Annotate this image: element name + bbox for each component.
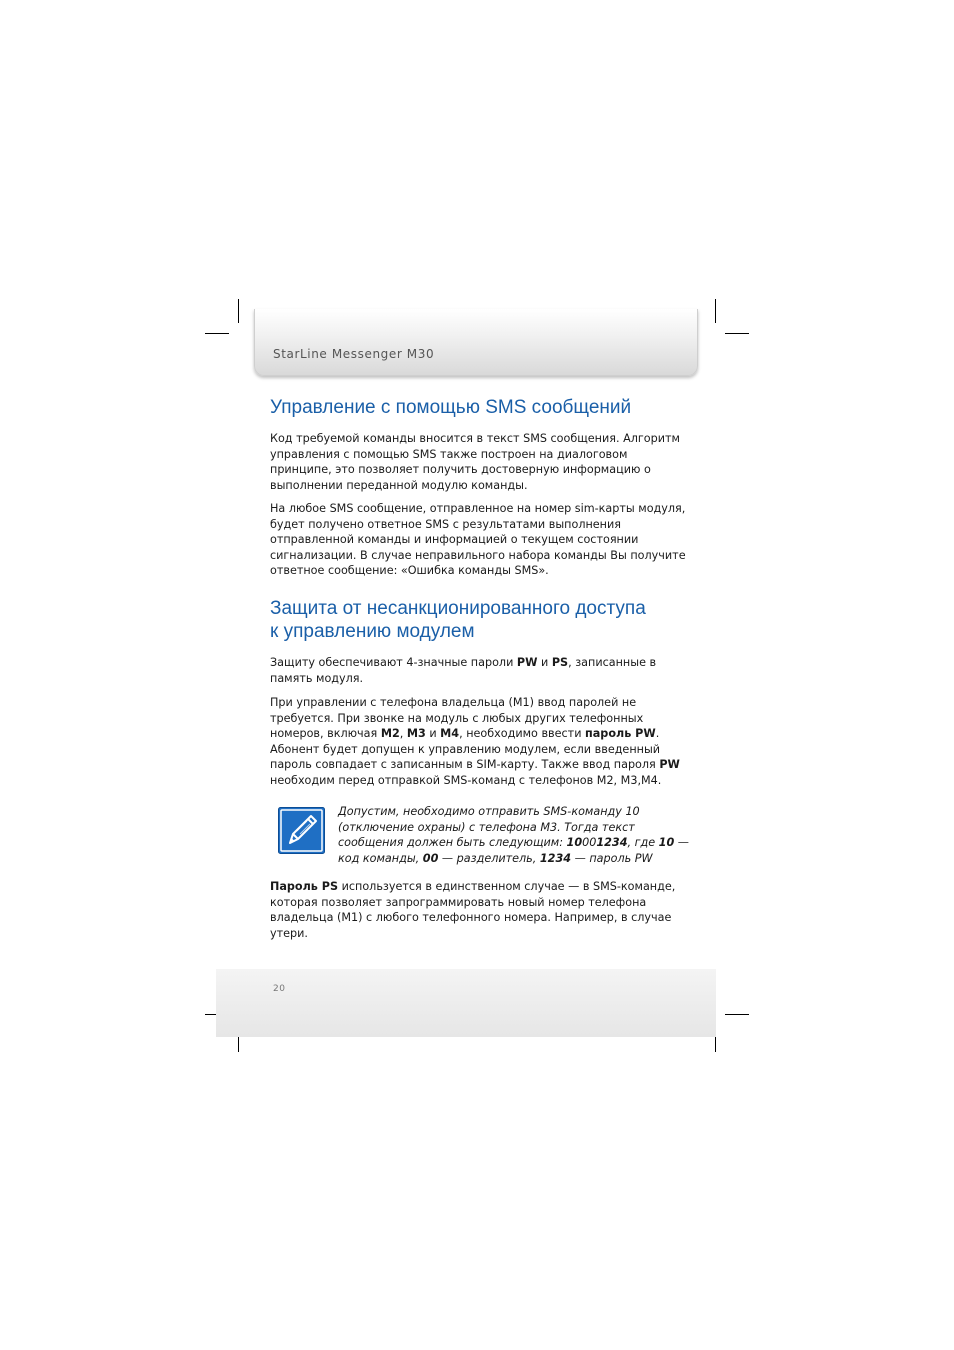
paragraph-text: При управлении с телефона владельца (М1) ввод паролей не требуется. При звонке на модуль с любых других телефонных номеров, включая М2, М3 и М4, необходимо ввести пароль PW. Абонент будет допущен к управлению модулем, если введенный пароль совпадает с записанным в SIM-карту. Также ввод пароля PW необходим перед отправкой SMS-команд с телефонов М2, М3,М4. (270, 696, 680, 787)
paragraph (270, 879, 686, 941)
document-title: StarLine Messenger M30 (273, 347, 435, 361)
section-heading (270, 597, 686, 643)
paragraph-text: Защиту обеспечивают 4-значные пароли PW и PS, записанные в память модуля. (270, 656, 657, 685)
section-heading: Управление с помощью SMS сообщений (270, 397, 632, 418)
section-sms-control (270, 396, 686, 419)
crop-mark (725, 333, 749, 334)
paragraph-text: Пароль PS используется в единственном случае — в SMS-команде, которая позволяет запрограммировать новый номер телефона владельца (М1) с любого телефонного номера. Например, в случае утери. (270, 880, 676, 940)
note-text: Допустим, необходимо отправить SMS-команду 10 (отключение охраны) с телефона М3. Тогда текст сообщения должен быть следующим: 10001234, где 10 — код команды, 00 — разделитель, 1234 — пароль PW (338, 805, 689, 865)
paragraph-text: На любое SMS сообщение, отправленное на номер sim-карты модуля, будет получено ответное SMS с результатами выполнения отправленной команды и информацией о текущем состоянии сигнализации. В случае неправильного набора команды Вы получите ответное сообщение: «Ошибка команды SMS». (270, 502, 686, 577)
pencil-note-icon (278, 807, 325, 854)
crop-mark (715, 299, 716, 323)
footer-bar (216, 969, 716, 1037)
heading-line: Защита от несанкционированного доступа (270, 598, 646, 619)
crop-mark (725, 1014, 749, 1015)
crop-mark (238, 299, 239, 323)
paragraph (270, 655, 686, 686)
crop-mark (205, 333, 229, 334)
paragraph (270, 431, 686, 493)
paragraph (270, 501, 686, 579)
paragraph-text: Код требуемой команды вносится в текст SMS сообщения. Алгоритм управления с помощью SMS также построен на диалоговом принципе, это позволяет получить достоверную информацию о выполнении переданной модулю команды. (270, 432, 680, 492)
section-access-protection (270, 597, 686, 643)
page-number: 20 (273, 984, 286, 994)
paragraph (270, 695, 686, 788)
header-bar (254, 309, 698, 376)
heading-line: к управлению модулем (270, 621, 475, 642)
